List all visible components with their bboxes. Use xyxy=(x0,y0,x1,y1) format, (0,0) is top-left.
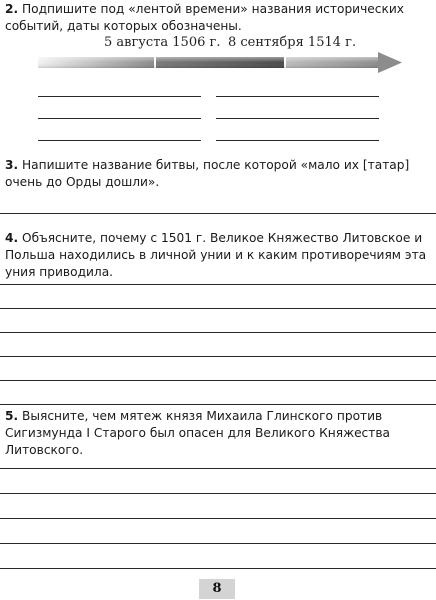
answer-line[interactable] xyxy=(216,96,379,97)
answer-line[interactable] xyxy=(0,468,436,469)
task-2-text: Подпишите под «лентой времени» названия исторических событий, даты которых обозначены. xyxy=(5,2,404,33)
answer-line[interactable] xyxy=(0,332,436,333)
timeline-date-1: 5 августа 1506 г. xyxy=(104,35,221,50)
page-number: 8 xyxy=(199,579,235,599)
task-5-text: Выясните, чем мятеж князя Михаила Глинского против Сигизмунда I Старого был опасен для Великого Княжества Литовского. xyxy=(5,409,391,457)
answer-line[interactable] xyxy=(0,356,436,357)
timeline-arrow xyxy=(38,52,402,76)
answer-line[interactable] xyxy=(0,543,436,544)
timeline-date-2: 8 сентября 1514 г. xyxy=(228,35,357,50)
task-4 xyxy=(5,230,433,281)
task-2 xyxy=(5,1,433,35)
task-4-number: 4. xyxy=(5,231,19,245)
answer-line[interactable] xyxy=(0,404,436,405)
answer-line[interactable] xyxy=(0,518,436,519)
task-5-number: 5. xyxy=(5,409,19,423)
answer-line[interactable] xyxy=(0,380,436,381)
task-3 xyxy=(5,157,433,191)
answer-line[interactable] xyxy=(216,140,379,141)
task-5 xyxy=(5,408,433,459)
answer-line[interactable] xyxy=(0,213,436,214)
answer-line[interactable] xyxy=(38,96,201,97)
answer-line[interactable] xyxy=(38,118,201,119)
answer-line[interactable] xyxy=(0,308,436,309)
answer-line[interactable] xyxy=(0,568,436,569)
task-3-text: Напишите название битвы, после которой «мало их [татар] очень до Орды дошли». xyxy=(5,158,410,189)
task-4-text: Объясните, почему с 1501 г. Великое Княжество Литовское и Польша находились в личной унии и к каким противоречиям эта уния приводила. xyxy=(5,231,427,279)
answer-line[interactable] xyxy=(0,493,436,494)
answer-line[interactable] xyxy=(0,284,436,285)
task-3-number: 3. xyxy=(5,158,19,172)
answer-line[interactable] xyxy=(38,140,201,141)
timeline-ribbon xyxy=(38,35,402,76)
task-2-number: 2. xyxy=(5,2,19,16)
answer-line[interactable] xyxy=(216,118,379,119)
